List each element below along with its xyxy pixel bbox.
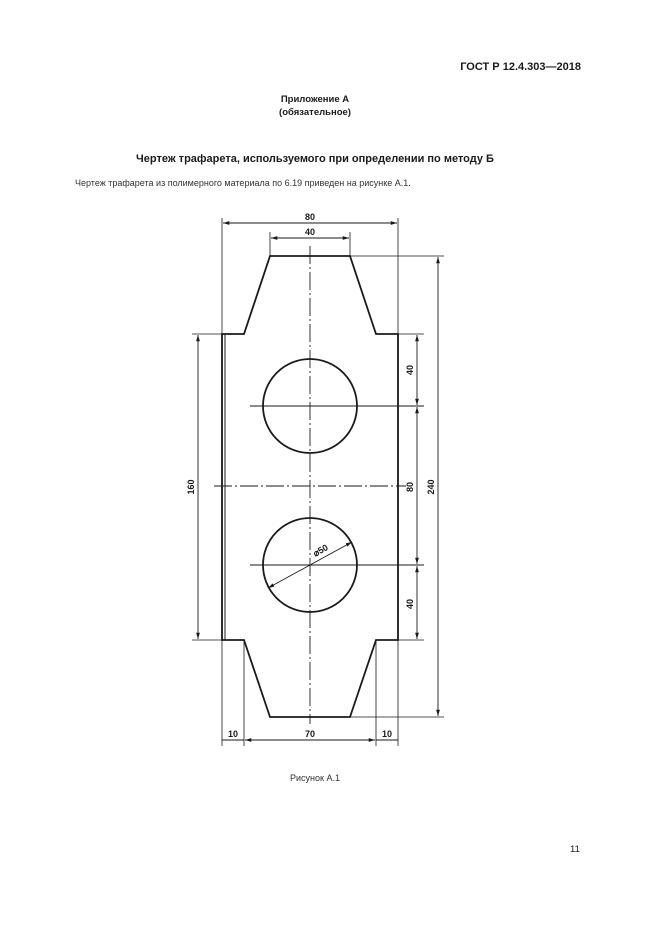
dim-height-total: 240	[426, 479, 436, 495]
figure-caption: Рисунок А.1	[290, 773, 340, 783]
center-lines	[214, 246, 406, 724]
section-intro: Чертеж трафарета из полимерного материала по 6.19 приведен на рисунке А.1.	[75, 178, 411, 188]
dim-overall-width: 80	[304, 212, 316, 222]
dim-hole-diameter: ⌀50	[311, 542, 330, 559]
dim-inner-width: 70	[304, 729, 316, 739]
section-heading: Чертеж трафарета, используемого при определении по методу Б	[136, 153, 494, 165]
appendix-status: (обязательное)	[279, 107, 351, 118]
dim-hole-offset-top: 40	[405, 364, 415, 376]
appendix-title: Приложение А	[280, 94, 350, 105]
page-number: 11	[570, 844, 580, 855]
dim-right-margin: 10	[381, 729, 393, 739]
dim-height-body: 160	[186, 479, 196, 495]
standard-code: ГОСТ Р 12.4.303—2018	[460, 61, 581, 73]
dim-left-margin: 10	[227, 729, 239, 739]
dim-hole-spacing: 80	[405, 481, 415, 493]
dim-top-width: 40	[304, 227, 316, 237]
dim-hole-offset-bottom: 40	[405, 598, 415, 610]
